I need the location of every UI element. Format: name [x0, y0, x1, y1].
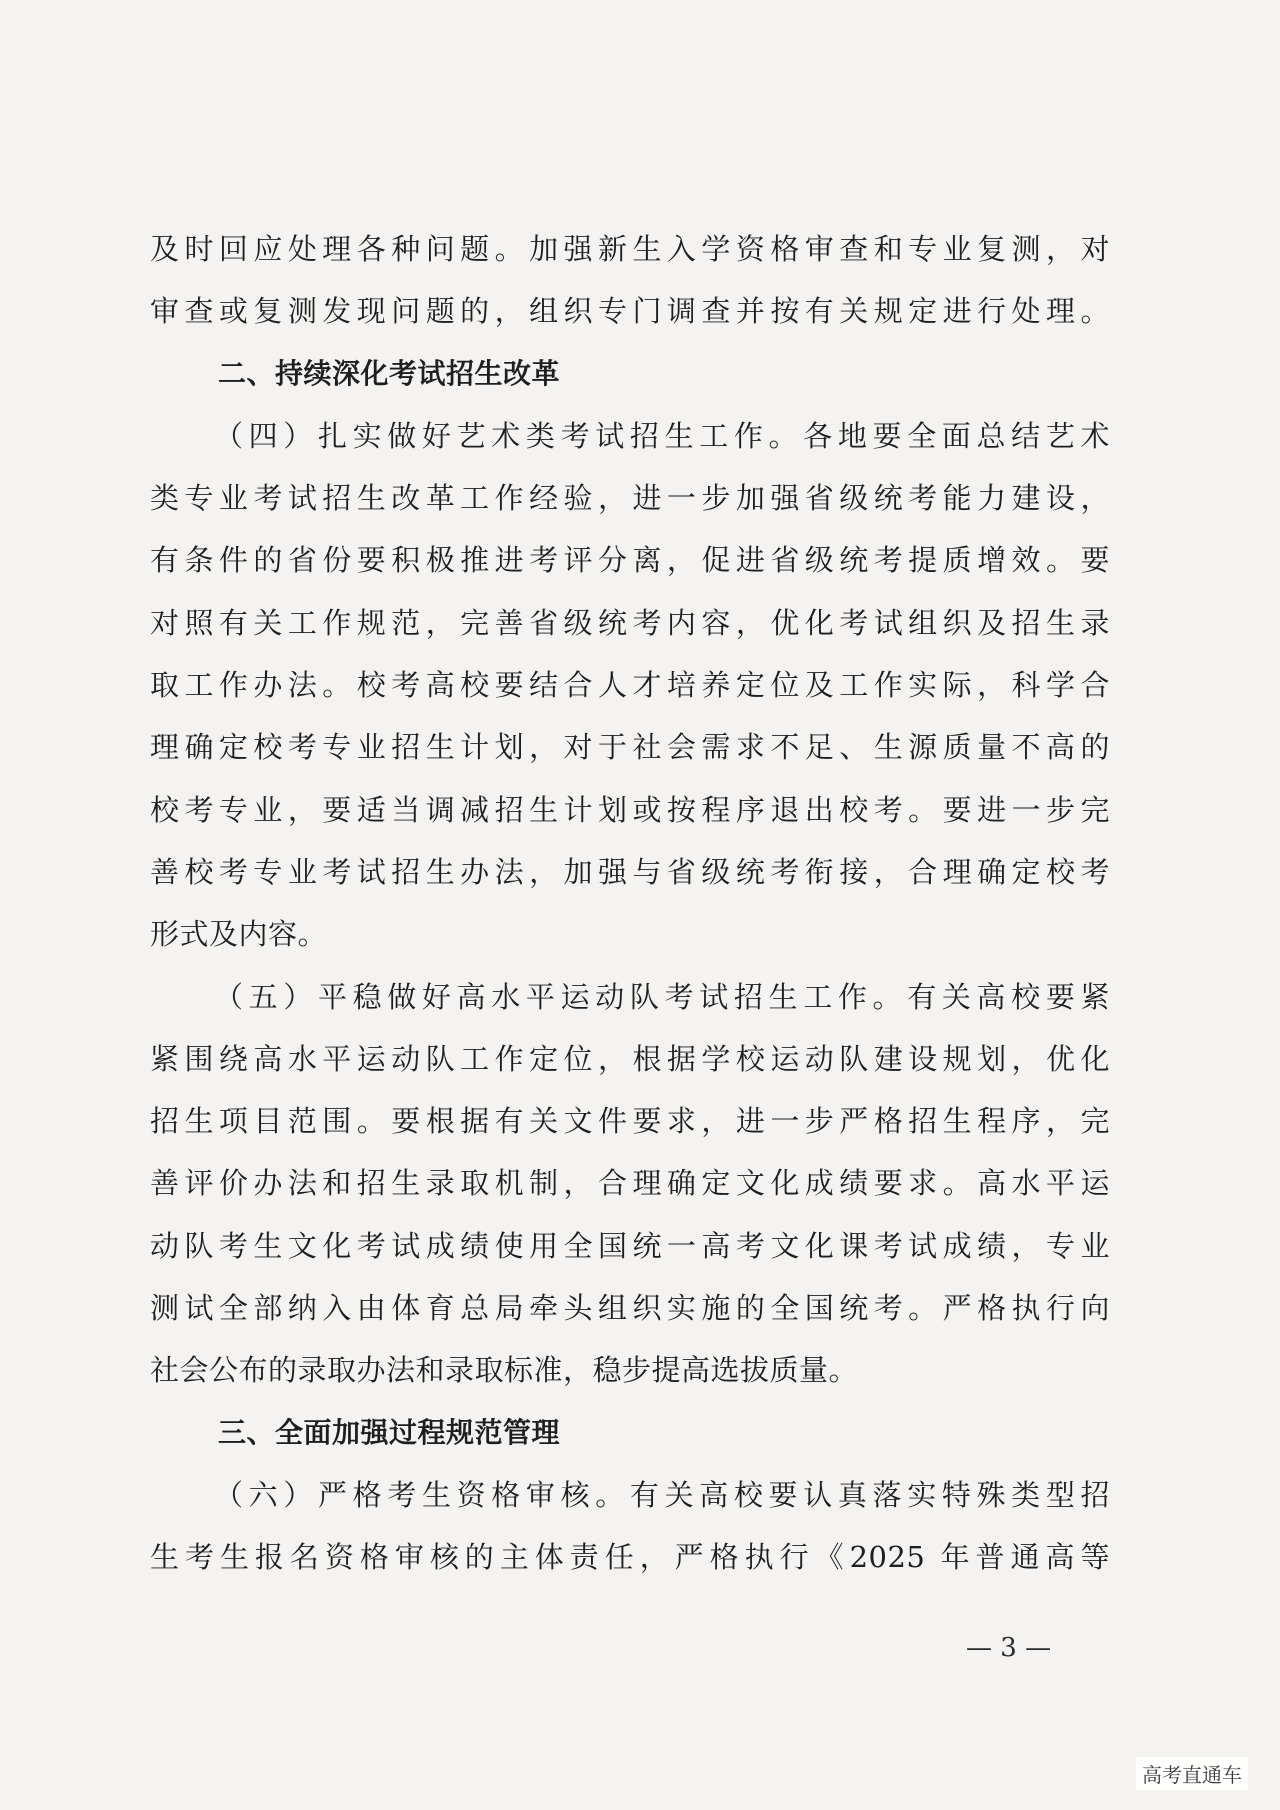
document-body	[150, 218, 1110, 1589]
paragraph-line: 取工作办法。校考高校要结合人才培养定位及工作实际，科学合	[150, 668, 1110, 703]
paragraph-line: 生考生报名资格审核的主体责任，严格执行《2025 年普通高等	[150, 1540, 1110, 1575]
paragraph-line: 及时回应处理各种问题。加强新生入学资格审查和专业复测，对	[150, 232, 1110, 266]
paragraph-line: 形式及内容。	[150, 917, 328, 952]
paragraph-line: （四）扎实做好艺术类考试招生工作。各地要全面总结艺术	[214, 418, 1110, 453]
paragraph-line: 审查或复测发现问题的，组织专门调查并按有关规定进行处理。	[150, 294, 1110, 329]
watermark-label: 高考直通车	[1136, 1757, 1248, 1790]
paragraph-line: 校考专业，要适当调减招生计划或按程序退出校考。要进一步完	[150, 792, 1110, 827]
paragraph-line: （六）严格考生资格审核。有关高校要认真落实特殊类型招	[214, 1477, 1110, 1512]
paragraph-line: 社会公布的录取办法和录取标准，稳步提高选拔质量。	[150, 1353, 859, 1388]
paragraph-line: 理确定校考专业招生计划，对于社会需求不足、生源质量不高的	[150, 730, 1110, 765]
page-number: — 3 —	[966, 1633, 1052, 1663]
paragraph-line: 善校考专业考试招生办法，加强与省级统考衔接，合理确定校考	[150, 854, 1110, 889]
paragraph-line: 动队考生文化考试成绩使用全国统一高考文化课考试成绩，专业	[150, 1228, 1110, 1263]
paragraph-line: 对照有关工作规范，完善省级统考内容，优化考试组织及招生录	[150, 605, 1110, 640]
section-heading: 三、全面加强过程规范管理	[218, 1415, 561, 1449]
paragraph-line: 紧围绕高水平运动队工作定位，根据学校运动队建设规划，优化	[150, 1041, 1110, 1076]
paragraph-line: 类专业考试招生改革工作经验，进一步加强省级统考能力建设，	[150, 481, 1110, 516]
paragraph-line: （五）平稳做好高水平运动队考试招生工作。有关高校要紧	[214, 979, 1110, 1014]
paragraph-line: 有条件的省份要积极推进考评分离，促进省级统考提质增效。要	[150, 543, 1110, 578]
paragraph-line: 善评价办法和招生录取机制，合理确定文化成绩要求。高水平运	[150, 1166, 1110, 1201]
section-heading: 二、持续深化考试招生改革	[218, 356, 561, 390]
paragraph-line: 测试全部纳入由体育总局牵头组织实施的全国统考。严格执行向	[150, 1291, 1110, 1326]
paragraph-line: 招生项目范围。要根据有关文件要求，进一步严格招生程序，完	[150, 1104, 1110, 1139]
